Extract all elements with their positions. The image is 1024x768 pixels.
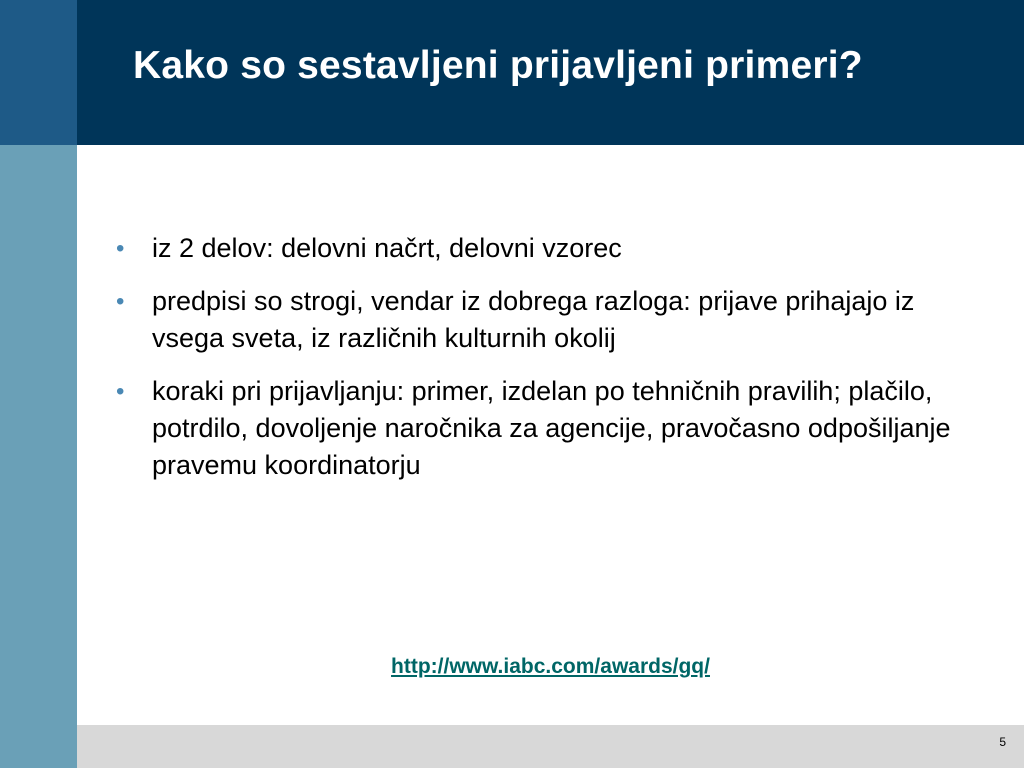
bullet-item-2 xyxy=(116,283,966,357)
bullet-item-1 xyxy=(116,230,966,267)
footer-bar xyxy=(77,725,1024,768)
header-bar xyxy=(77,0,1024,145)
awards-link[interactable]: http://www.iabc.com/awards/gq/ xyxy=(391,655,710,678)
bullet-icon: • xyxy=(116,288,125,315)
bullet-list xyxy=(116,230,966,500)
bullet-text-2: predpisi so strogi, vendar iz dobrega razloga: prijave prihajajo iz vsega sveta, iz različnih kulturnih okolij xyxy=(152,286,915,353)
bullet-icon: • xyxy=(116,235,125,262)
left-band-top xyxy=(0,0,77,145)
link-row xyxy=(77,655,1024,679)
bullet-item-3 xyxy=(116,373,966,484)
slide-title: Kako so sestavljeni prijavljeni primeri? xyxy=(133,44,863,87)
bullet-icon: • xyxy=(116,378,125,405)
bullet-text-1: iz 2 delov: delovni načrt, delovni vzorec xyxy=(152,233,622,263)
left-band-bottom xyxy=(0,145,77,768)
bullet-text-3: koraki pri prijavljanju: primer, izdelan po tehničnih pravilih; plačilo, potrdilo, dovoljenje naročnika za agencije, pravočasno odpošiljanje pravemu koordinatorju xyxy=(152,376,951,480)
page-number: 5 xyxy=(999,735,1006,749)
